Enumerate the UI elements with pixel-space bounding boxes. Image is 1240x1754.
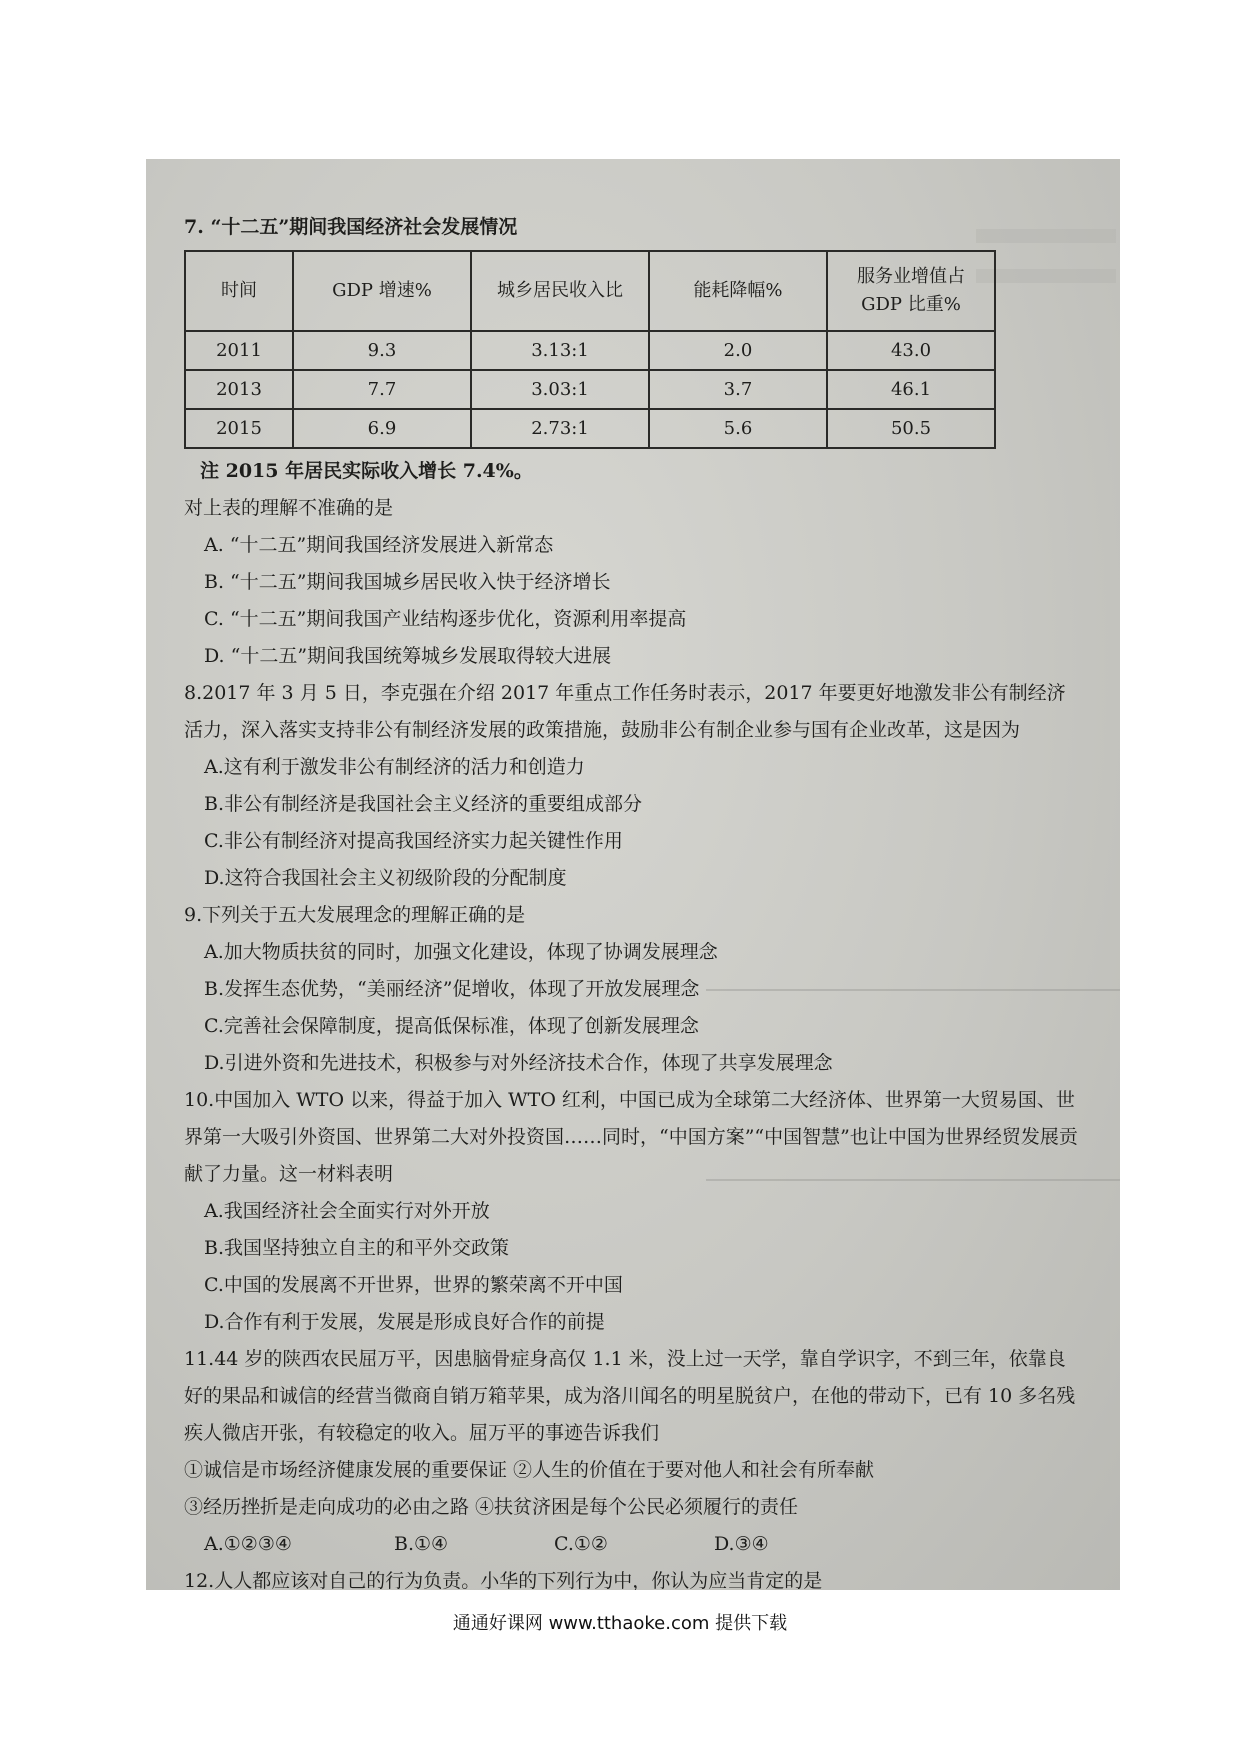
- table-cell: 3.7: [649, 370, 827, 409]
- option-a: A.这有利于激发非公有制经济的活力和创造力: [204, 756, 585, 778]
- table-row: [185, 409, 995, 448]
- option-a: A.我国经济社会全面实行对外开放: [204, 1200, 490, 1222]
- download-footer: 通通好课网 www.tthaoke.com 提供下载: [452, 1613, 788, 1634]
- option-b: B.发挥生态优势，“美丽经济”促增收，体现了开放发展理念: [204, 978, 700, 1000]
- option-b: B.我国坚持独立自主的和平外交政策: [204, 1237, 510, 1259]
- choice-b: B.①④: [394, 1533, 449, 1555]
- statement-line: ③经历挫折是走向成功的必由之路 ④扶贫济困是每个公民必须履行的责任: [184, 1496, 799, 1518]
- option-c: C.中国的发展离不开世界，世界的繁荣离不开中国: [204, 1274, 623, 1296]
- table-cell: 46.1: [827, 370, 995, 409]
- table-header-cell: 时间: [185, 251, 293, 331]
- question-7: [184, 209, 1084, 675]
- question-12: [184, 1563, 1084, 1590]
- table-cell: 3.13:1: [471, 331, 649, 370]
- option-a: A. “十二五”期间我国经济发展进入新常态: [204, 534, 554, 556]
- scanned-exam-page: [146, 159, 1120, 1590]
- exam-content: [184, 209, 1084, 1590]
- option-d: D.这符合我国社会主义初级阶段的分配制度: [204, 867, 567, 889]
- table-cell: 2011: [185, 331, 293, 370]
- question-8-stem: 8.2017 年 3 月 5 日，李克强在介绍 2017 年重点工作任务时表示，2017 年要更好地激发非公有制经济活力，深入落实支持非公有制经济发展的政策措施，鼓励非公有制企业参与国有企业改革，这是因为: [184, 682, 1066, 741]
- table-cell: 2013: [185, 370, 293, 409]
- question-10-stem: 10.中国加入 WTO 以来，得益于加入 WTO 红利，中国已成为全球第二大经济体、世界第一大贸易国、世界第一大吸引外资国、世界第二大对外投资国……同时，“中国方案”“中国智慧”也让中国为世界经贸发展贡献了力量。这一材料表明: [184, 1089, 1078, 1185]
- table-cell: 9.3: [293, 331, 471, 370]
- table-header-cell: 服务业增值占 GDP 比重%: [827, 251, 995, 331]
- statement-line: ①诚信是市场经济健康发展的重要保证 ②人生的价值在于要对他人和社会有所奉献: [184, 1459, 875, 1481]
- option-a: A.加大物质扶贫的同时，加强文化建设，体现了协调发展理念: [204, 941, 718, 963]
- table-cell: 2.0: [649, 331, 827, 370]
- option-d: D.引进外资和先进技术，积极参与对外经济技术合作，体现了共享发展理念: [204, 1052, 833, 1074]
- table-header-cell: 城乡居民收入比: [471, 251, 649, 331]
- table-cell: 6.9: [293, 409, 471, 448]
- choice-d: D.③④: [714, 1533, 769, 1555]
- question-11-stem: 11.44 岁的陕西农民屈万平，因患脑骨症身高仅 1.1 米，没上过一天学，靠自学识字，不到三年，依靠良好的果品和诚信的经营当微商自销万箱苹果，成为洛川闻名的明星脱贫户，在他的带动下，已有 10 多名残疾人微店开张，有较稳定的收入。屈万平的事迹告诉我们: [184, 1348, 1076, 1444]
- table-cell: 2.73:1: [471, 409, 649, 448]
- economic-development-table: [184, 250, 996, 449]
- table-row: [185, 370, 995, 409]
- option-b: B. “十二五”期间我国城乡居民收入快于经济增长: [204, 571, 611, 593]
- table-header-row: [185, 251, 995, 331]
- question-10: [184, 1082, 1084, 1341]
- table-note: 注 2015 年居民实际收入增长 7.4%。: [200, 460, 533, 482]
- option-d: D. “十二五”期间我国统筹城乡发展取得较大进展: [204, 645, 612, 667]
- option-b: B.非公有制经济是我国社会主义经济的重要组成部分: [204, 793, 643, 815]
- question-9-stem: 9.下列关于五大发展理念的理解正确的是: [184, 904, 526, 926]
- question-7-title: 7. “十二五”期间我国经济社会发展情况: [184, 216, 518, 238]
- question-9: [184, 897, 1084, 1082]
- table-header-cell: GDP 增速%: [293, 251, 471, 331]
- table-cell: 43.0: [827, 331, 995, 370]
- question-12-stem: 12.人人都应该对自己的行为负责。小华的下列行为中，你认为应当肯定的是: [184, 1570, 823, 1590]
- table-cell: 50.5: [827, 409, 995, 448]
- table-cell: 5.6: [649, 409, 827, 448]
- choice-a: A.①②③④: [204, 1533, 292, 1555]
- table-cell: 2015: [185, 409, 293, 448]
- question-11: [184, 1341, 1084, 1563]
- table-header-cell: 能耗降幅%: [649, 251, 827, 331]
- answer-choices: [184, 1526, 1084, 1563]
- table-cell: 7.7: [293, 370, 471, 409]
- option-c: C. “十二五”期间我国产业结构逐步优化，资源利用率提高: [204, 608, 687, 630]
- choice-c: C.①②: [554, 1533, 608, 1555]
- option-d: D.合作有利于发展，发展是形成良好合作的前提: [204, 1311, 605, 1333]
- table-row: [185, 331, 995, 370]
- option-c: C.完善社会保障制度，提高低保标准，体现了创新发展理念: [204, 1015, 699, 1037]
- table-cell: 3.03:1: [471, 370, 649, 409]
- question-8: [184, 675, 1084, 897]
- option-c: C.非公有制经济对提高我国经济实力起关键性作用: [204, 830, 623, 852]
- question-7-stem: 对上表的理解不准确的是: [184, 497, 394, 519]
